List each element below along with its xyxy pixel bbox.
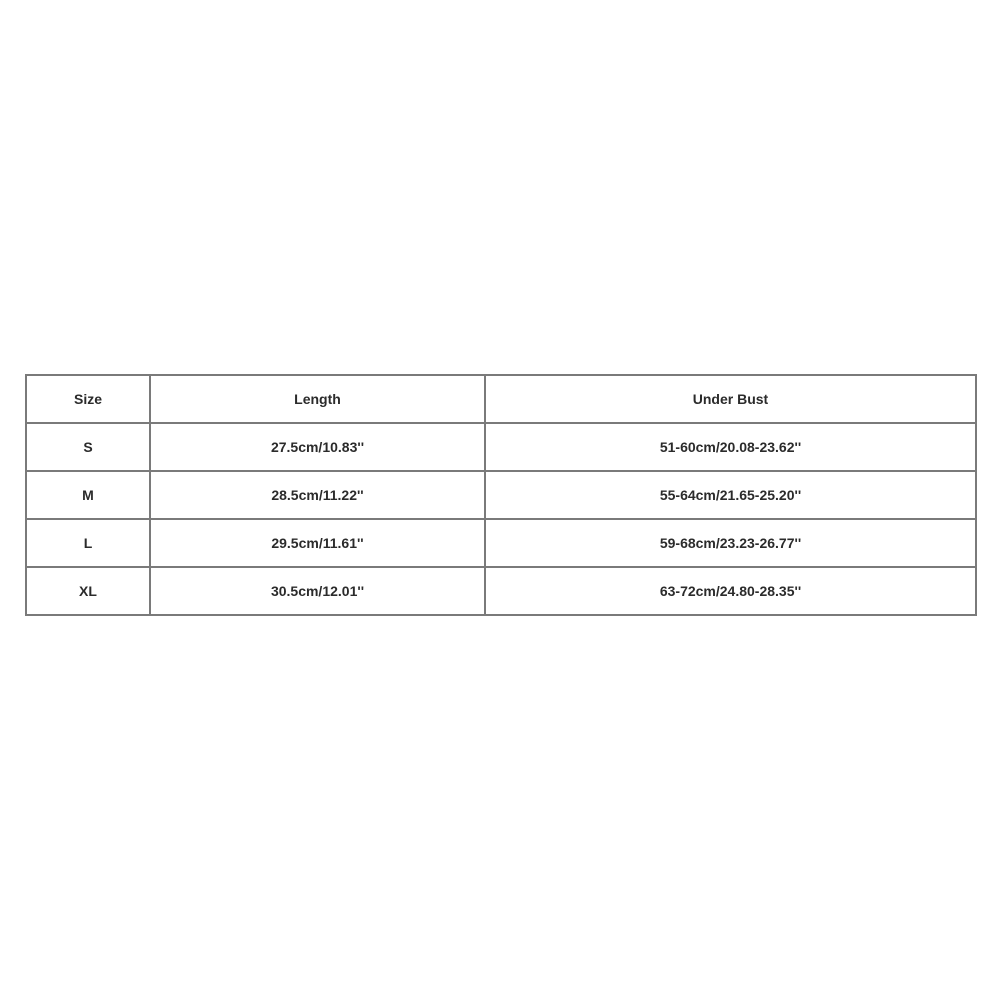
cell-size: L xyxy=(26,519,150,567)
table-row xyxy=(26,471,976,519)
cell-under-bust: 55-64cm/21.65-25.20'' xyxy=(485,471,976,519)
cell-length: 27.5cm/10.83'' xyxy=(150,423,485,471)
cell-length: 30.5cm/12.01'' xyxy=(150,567,485,615)
cell-length: 29.5cm/11.61'' xyxy=(150,519,485,567)
header-size: Size xyxy=(26,375,150,423)
cell-size: M xyxy=(26,471,150,519)
table-row xyxy=(26,423,976,471)
cell-under-bust: 59-68cm/23.23-26.77'' xyxy=(485,519,976,567)
size-chart-table xyxy=(25,374,977,616)
cell-size: S xyxy=(26,423,150,471)
cell-size: XL xyxy=(26,567,150,615)
table-row xyxy=(26,567,976,615)
header-under-bust: Under Bust xyxy=(485,375,976,423)
cell-under-bust: 63-72cm/24.80-28.35'' xyxy=(485,567,976,615)
cell-under-bust: 51-60cm/20.08-23.62'' xyxy=(485,423,976,471)
table-row xyxy=(26,519,976,567)
header-length: Length xyxy=(150,375,485,423)
table-header-row xyxy=(26,375,976,423)
cell-length: 28.5cm/11.22'' xyxy=(150,471,485,519)
